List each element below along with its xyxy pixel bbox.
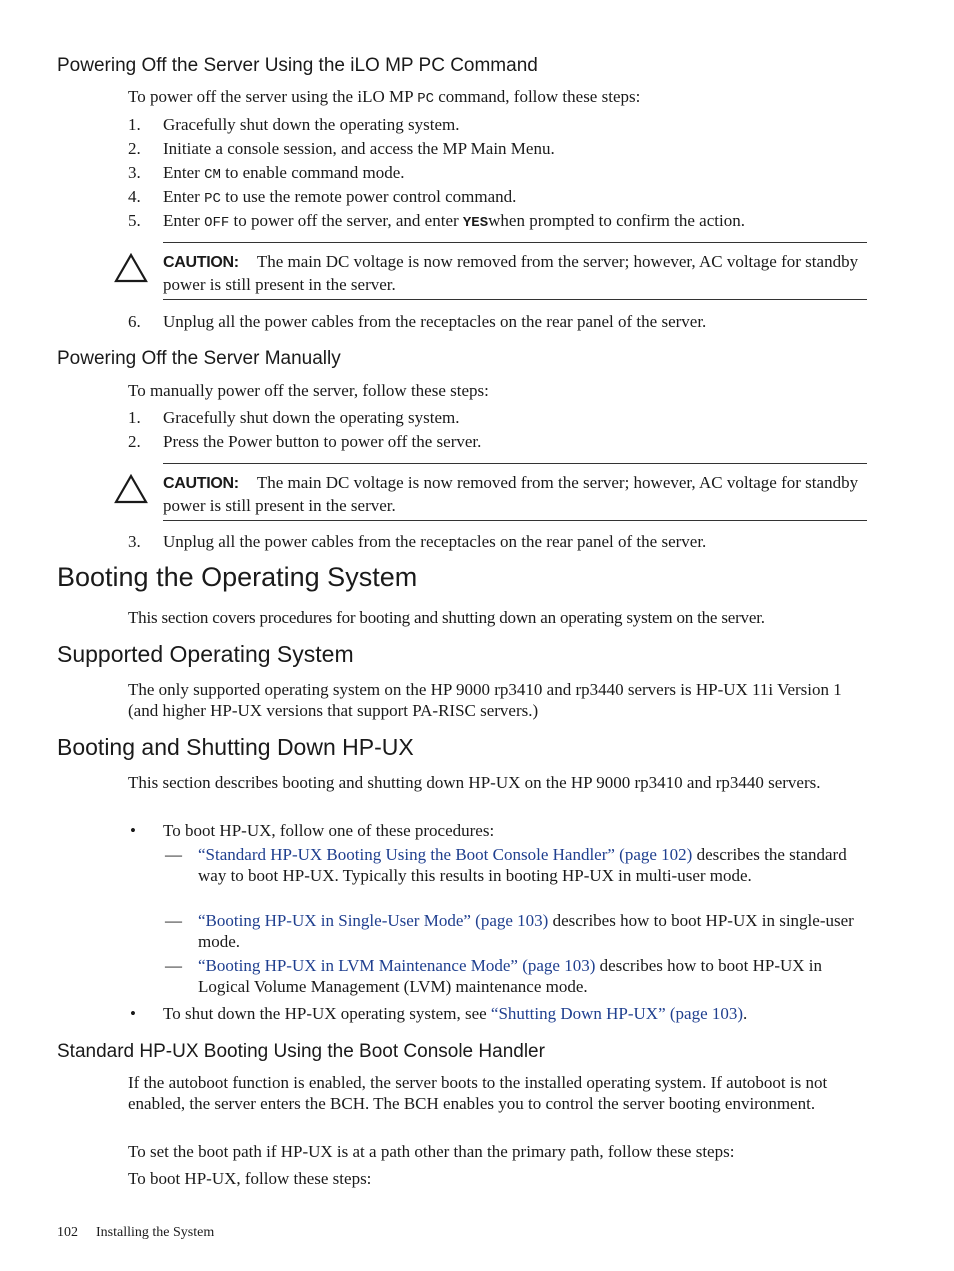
- step-text: Unplug all the power cables from the receptacles on the rear panel of the server.: [163, 312, 707, 331]
- pc-intro-after: command, follow these steps:: [434, 87, 641, 106]
- step-text-middle: to power off the server, and enter: [229, 211, 463, 230]
- step-number: 2.: [128, 139, 141, 158]
- caution-bottom-rule: [163, 299, 867, 300]
- bch-para-3: To boot HP-UX, follow these steps:: [128, 1169, 372, 1188]
- caution-top-rule: [163, 242, 867, 243]
- step-text-after: to use the remote power control command.: [220, 187, 517, 206]
- section-heading-booting: Booting the Operating System: [57, 562, 418, 592]
- pc-intro: [128, 86, 868, 110]
- caution-label: CAUTION:: [163, 475, 239, 492]
- sub-item: [198, 844, 868, 886]
- step-code: CM: [204, 167, 221, 183]
- link-lvm-maintenance[interactable]: “Booting HP-UX in LVM Maintenance Mode” (page 103): [198, 956, 596, 975]
- footer-chapter: Installing the System: [96, 1225, 215, 1240]
- step-number: 5.: [128, 211, 141, 230]
- step-code: PC: [204, 191, 221, 207]
- pc-intro-before: To power off the server using the iLO MP: [128, 87, 418, 106]
- step-text-before: Enter: [163, 211, 205, 230]
- step-number: 2.: [128, 432, 141, 451]
- step-number: 3.: [128, 163, 141, 182]
- step-text-before: Enter: [163, 163, 205, 182]
- sub-item-text: describes how to boot HP-UX in single-user mode.: [198, 911, 854, 951]
- link-standard-boot[interactable]: “Standard HP-UX Booting Using the Boot Console Handler” (page 102): [198, 845, 693, 864]
- step-code-yes: YES: [462, 215, 489, 231]
- section-heading-manual: Powering Off the Server Manually: [57, 348, 341, 369]
- bullet-mark: •: [130, 821, 136, 840]
- dash-mark: —: [165, 911, 182, 930]
- step-number: 3.: [128, 532, 141, 551]
- sub-item-text: describes how to boot HP-UX in Logical Volume Management (LVM) maintenance mode.: [198, 956, 823, 996]
- step-text: [163, 162, 868, 186]
- bch-para-1: If the autoboot function is enabled, the server boots to the installed operating system. If autoboot is not enabled, the server enters the BCH. The BCH enables you to control the server booting environment.: [128, 1073, 828, 1113]
- step-text-after: when prompted to confirm the action.: [488, 211, 745, 230]
- caution-bottom-rule: [163, 520, 867, 521]
- step-number: 6.: [128, 312, 141, 331]
- step-number: 4.: [128, 187, 141, 206]
- step-text: [163, 186, 868, 210]
- link-shutting-down[interactable]: “Shutting Down HP-UX” (page 103): [490, 1004, 744, 1023]
- step-text-after: to enable command mode.: [220, 163, 405, 182]
- caution-note: [163, 251, 868, 296]
- warning-triangle-icon: [114, 474, 148, 504]
- section-heading-pc-command: Powering Off the Server Using the iLO MP PC Command: [57, 55, 538, 76]
- caution-note: [163, 472, 868, 517]
- pc-intro-code: PC: [417, 91, 434, 107]
- step-text: [163, 210, 868, 234]
- sub-item-text: describes the standard way to boot HP-UX. Typically this results in booting HP-UX in multi-user mode.: [198, 845, 847, 885]
- section-heading-supported: Supported Operating System: [57, 641, 354, 667]
- sub-item: [198, 910, 868, 952]
- page-number: 102: [57, 1225, 78, 1240]
- step-code: OFF: [204, 215, 230, 231]
- bch-para-2: To set the boot path if HP-UX is at a path other than the primary path, follow these steps:: [128, 1142, 735, 1161]
- step-text: Unplug all the power cables from the receptacles on the rear panel of the server.: [163, 532, 707, 551]
- step-text-before: Enter: [163, 187, 205, 206]
- link-single-user[interactable]: “Booting HP-UX in Single-User Mode” (page 103): [198, 911, 549, 930]
- section-heading-hpux: Booting and Shutting Down HP-UX: [57, 734, 414, 760]
- step-number: 1.: [128, 115, 141, 134]
- dash-mark: —: [165, 956, 182, 975]
- warning-triangle-icon: [114, 253, 148, 283]
- caution-text: The main DC voltage is now removed from the server; however, AC voltage for standby power is still present in the server.: [163, 473, 859, 515]
- supported-text: The only supported operating system on the HP 9000 rp3410 and rp3440 servers is HP-UX 11i Version 1 (and higher HP-UX versions that support PA-RISC servers.): [128, 680, 842, 720]
- caution-top-rule: [163, 463, 867, 464]
- step-number: 1.: [128, 408, 141, 427]
- step-text: Initiate a console session, and access the MP Main Menu.: [163, 139, 555, 158]
- step-text: Press the Power button to power off the server.: [163, 432, 482, 451]
- caution-label: CAUTION:: [163, 254, 239, 271]
- bullet-text-after: .: [743, 1004, 748, 1023]
- bullet-text: To boot HP-UX, follow one of these procedures:: [163, 821, 495, 840]
- section-heading-bch: Standard HP-UX Booting Using the Boot Console Handler: [57, 1041, 545, 1062]
- dash-mark: —: [165, 845, 182, 864]
- step-text: Gracefully shut down the operating system.: [163, 408, 460, 427]
- bullet-text: [163, 1003, 868, 1024]
- booting-intro: This section covers procedures for booting and shutting down an operating system on the server.: [128, 608, 765, 627]
- hpux-intro: This section describes booting and shutting down HP-UX on the HP 9000 rp3410 and rp3440 servers.: [128, 773, 821, 792]
- manual-intro: To manually power off the server, follow these steps:: [128, 381, 489, 400]
- bullet-mark: •: [130, 1004, 136, 1023]
- bullet-text-before: To shut down the HP-UX operating system, see: [163, 1004, 491, 1023]
- step-text: Gracefully shut down the operating system.: [163, 115, 460, 134]
- caution-text: The main DC voltage is now removed from the server; however, AC voltage for standby power is still present in the server.: [163, 252, 859, 294]
- sub-item: [198, 955, 868, 997]
